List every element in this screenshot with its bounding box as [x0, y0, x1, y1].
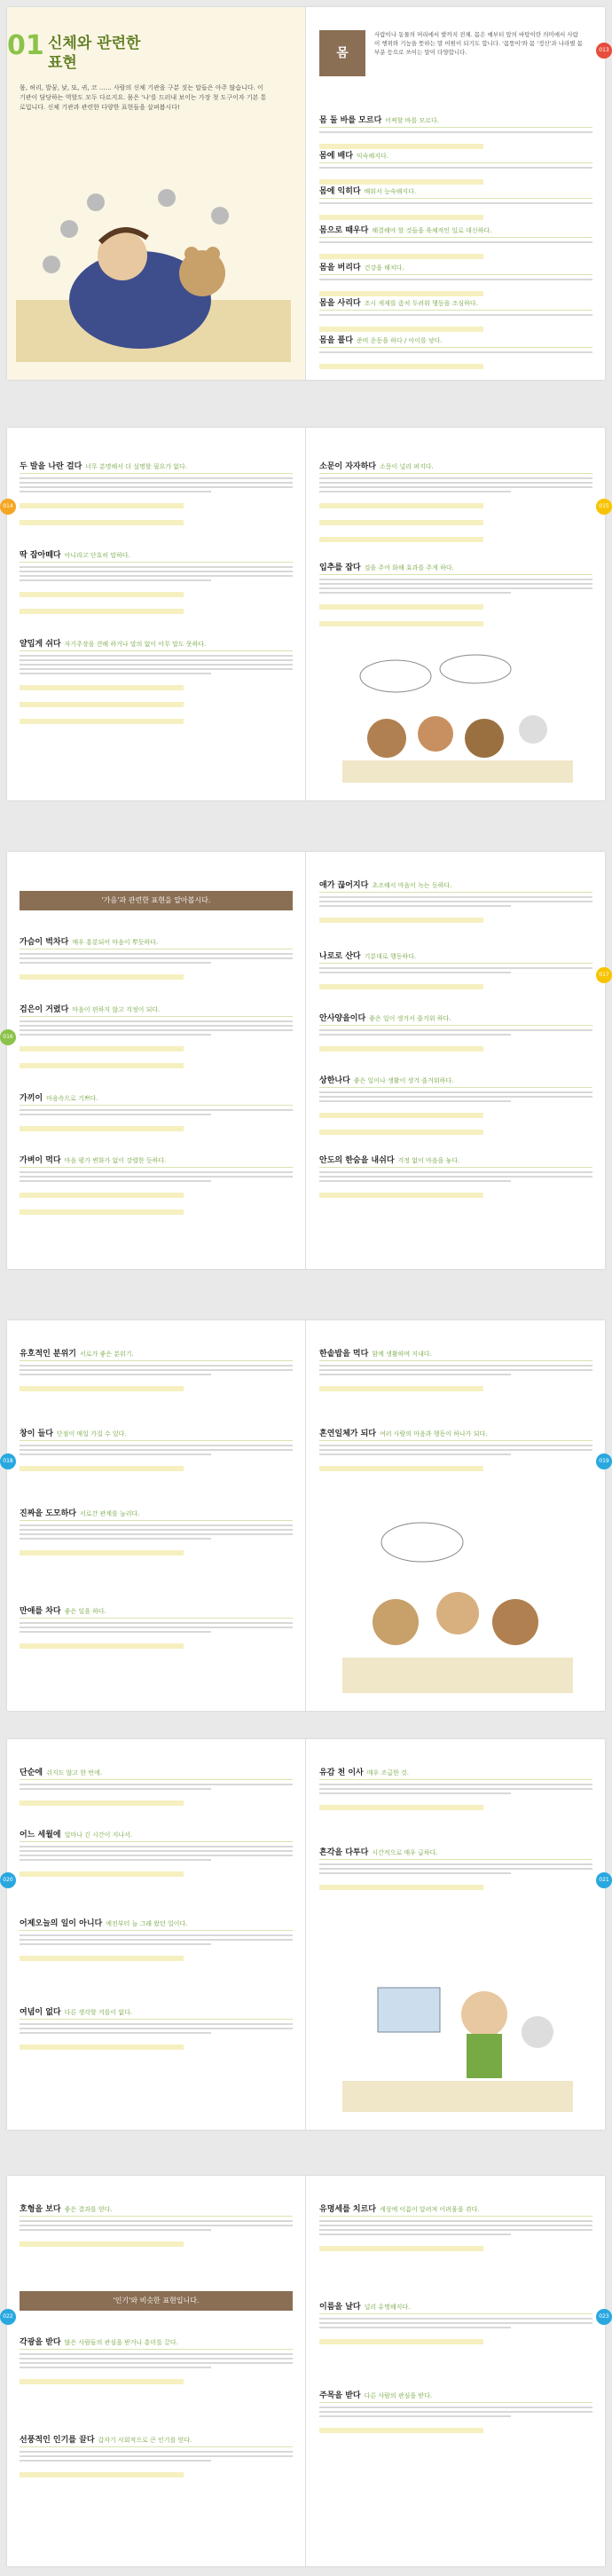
page-number-tab: 020 [0, 1872, 16, 1888]
page-number-tab: 023 [596, 2309, 612, 2325]
entry-2 [20, 1003, 293, 1072]
entry-title: 가끼이 [20, 1094, 43, 1103]
entry-2 [20, 548, 293, 618]
entry-meaning: 건강을 해치다. [364, 264, 404, 272]
entry-2 [319, 1846, 592, 1894]
spread-3 [3, 852, 609, 1269]
entry-title: 만애를 차다 [20, 1607, 61, 1616]
entry-3 [20, 1917, 293, 1965]
entry-meaning: 매우 조급한 것. [366, 1769, 409, 1776]
entry-meaning: 걱정 없이 마음을 놓다. [397, 1157, 460, 1164]
entry-3 [20, 2433, 293, 2481]
entry-meaning: 다른 생각할 겨를이 없다. [64, 2009, 133, 2016]
section-banner: '가음'과 관련한 표현을 알아봅시다. [20, 891, 293, 910]
spread-1 [7, 7, 609, 380]
page-number-tab: 013 [596, 43, 612, 59]
entry-title: 얄밉게 쉬다 [20, 640, 61, 649]
entry-title: 진짜을 도모하다 [20, 1509, 76, 1518]
entry-title: 몸으로 때우다 [319, 226, 369, 235]
entries-page-013 [307, 7, 609, 380]
chapter-intro-page [7, 7, 306, 380]
page-018 [3, 1320, 306, 1711]
topic-description: 사람이나 동물의 머리에서 발까지 전체. 몸은 예부터 앞의 바탕이란 의미에서 사람이 행위와 기능을 뜻하는 말 어원이 되기도 합니다. '몸뚱이'와 몸 '정신'과 나라별 몸 부분 등으로 쓰이는 말이 다양합니다. [374, 31, 583, 56]
entry-title: 상한나다 [319, 1076, 350, 1085]
entry-title: 유호적인 분위기 [20, 1350, 76, 1359]
entry-meaning: 서로간 관계를 늘리다. [80, 1510, 140, 1517]
entry-1 [319, 878, 592, 926]
entry-meaning: 마음이 편하지 않고 걱정이 되다. [72, 1006, 161, 1013]
page-number-tab: 014 [0, 499, 16, 515]
entry-meaning: 많은 사람들의 관심을 받거나 흥미를 끌다. [64, 2339, 178, 2346]
entry-1 [319, 114, 592, 153]
entry-meaning: 아니라고 단호히 말하다. [64, 552, 130, 559]
entry-title: 애가 끊어지다 [319, 881, 369, 890]
entry-1 [20, 460, 293, 529]
entry-3 [20, 1507, 293, 1559]
entry-title: 몸을 버리다 [319, 264, 361, 272]
page-015 [307, 428, 609, 800]
page-number-tab: 021 [596, 1872, 612, 1888]
entry-2 [319, 949, 592, 993]
entry-meaning: 매우 흥분되어 마음이 뿌듯하다. [72, 939, 159, 946]
entry-title: 이름을 날다 [319, 2303, 361, 2312]
entry-meaning: 예전부터 늘 그래 왔던 일이다. [106, 1920, 188, 1927]
topic-label: 몸 [319, 30, 365, 76]
entry-meaning: 검을 주어 화해 효과를 주게 하다. [364, 564, 454, 571]
entry-meaning: 자기주장을 견해 하거나 말의 없이 아무 말도 못하다. [64, 641, 207, 648]
entry-1 [319, 1766, 592, 1814]
entry-2 [20, 1828, 293, 1880]
entry-meaning: 시간적으로 매우 급하다. [372, 1849, 438, 1856]
entry-1 [20, 2202, 293, 2250]
page-017 [307, 852, 609, 1269]
entry-1 [20, 1347, 293, 1395]
entry-meaning: 쉬지도 않고 한 번에. [46, 1769, 103, 1776]
entry-meaning: 좋은 결과를 얻다. [64, 2206, 113, 2213]
entry-7 [319, 334, 592, 373]
chapter-number: 01 [7, 30, 44, 61]
entry-title: 가벼이 먹다 [20, 1156, 61, 1165]
spread-4 [3, 1320, 609, 1711]
entry-meaning: 좋은 일이나 생활이 생겨 즐거워하다. [353, 1077, 454, 1084]
entry-3 [20, 1091, 293, 1135]
entry-3 [319, 1012, 592, 1055]
entry-1 [20, 1766, 293, 1809]
illustration-computer [342, 1934, 573, 2112]
entry-meaning: 마음 평가 변화가 없이 강렬한 듯하다. [64, 1157, 167, 1164]
entry-title: 안사양을이다 [319, 1014, 366, 1023]
entry-1 [319, 2202, 592, 2255]
entry-meaning: 다른 사람의 관심을 받다. [364, 2392, 433, 2399]
entry-meaning: 소문이 널리 퍼지다. [380, 463, 434, 470]
entry-3 [319, 185, 592, 224]
entry-meaning: 널리 유명해지다. [364, 2304, 411, 2311]
entry-2 [319, 561, 592, 630]
entry-title: 몸에 배다 [319, 152, 353, 161]
page-number-tab: 017 [596, 967, 612, 983]
entry-meaning: 함께 생활하며 지내다. [372, 1351, 432, 1358]
entry-title: 단순에 [20, 1769, 43, 1777]
entry-meaning: 얼마나 긴 시간이 지나서. [64, 1832, 133, 1839]
entry-2 [20, 1427, 293, 1475]
entry-4 [20, 1154, 293, 1218]
page-020 [3, 1739, 306, 2130]
entry-meaning: 어찌할 바를 모르다. [385, 117, 440, 124]
page-019 [307, 1320, 609, 1711]
entry-meaning: 기분대로 행동하다. [364, 953, 417, 960]
page-021 [307, 1739, 609, 2130]
entry-3 [20, 637, 293, 728]
entry-1 [319, 1347, 592, 1395]
entry-meaning: 너무 분명해서 더 설명할 필요가 없다. [85, 463, 188, 470]
entry-4 [319, 224, 592, 263]
entry-title: 각광을 받다 [20, 2338, 61, 2347]
entry-title: 두 발을 나란 걸다 [20, 462, 82, 471]
entry-1 [20, 935, 293, 983]
entry-meaning: 여러 사람의 마음과 행동이 하나가 되다. [380, 1430, 488, 1438]
entry-meaning: 초조해서 마음이 녹는 듯하다. [372, 882, 452, 889]
page-number-tab: 015 [596, 499, 612, 515]
page-016 [3, 852, 306, 1269]
entry-title: 어제오늘의 일이 아니다 [20, 1919, 103, 1928]
topic-box [319, 30, 585, 94]
entry-6 [319, 296, 592, 335]
entry-3 [319, 2389, 592, 2437]
chapter-intro-text: 몸, 허리, 발꿈, 낯, 또, 귀, 코 …… 사람의 신체 기관을 구분 짓는 말들은 아주 많습니다. 이 기관이 담당하는 역할도 모두 다르지요. 몸은 '나'를 드러내 보이는 가장 첫 도구이자 기본 통로입니다. 신체 기관과 관련한 다양한 표현들을 살펴봅시다! [20, 84, 267, 111]
entry-title: 몸을 사리다 [319, 299, 361, 308]
entry-meaning: 준비 운동을 하다 / 아이를 낳다. [356, 337, 443, 344]
entry-title: 유명세를 치르다 [319, 2205, 376, 2214]
entry-4 [319, 1074, 592, 1138]
page-number-tab: 019 [596, 1453, 612, 1469]
spread-2 [3, 428, 609, 800]
entry-title: 선풍적인 인기를 끌다 [20, 2436, 95, 2445]
entry-meaning: 갑자기 사회적으로 큰 인기를 얻다. [98, 2437, 192, 2444]
entry-2 [319, 2300, 592, 2348]
chapter-illustration [16, 149, 291, 362]
entry-meaning: 단점이 매일 가질 수 있다. [56, 1430, 127, 1438]
entry-title: 입추를 잡다 [319, 563, 361, 572]
entry-meaning: 마음속으로 기쁘다. [46, 1095, 98, 1102]
entry-1 [319, 460, 592, 546]
illustration-friends [342, 1516, 573, 1693]
entry-title: 몸을 풀다 [319, 336, 353, 345]
section-banner: '인기'와 비슷한 표현입니다. [20, 2291, 293, 2311]
entry-title: 여념이 없다 [20, 2008, 61, 2017]
entry-title: 소문이 자자하다 [319, 462, 376, 471]
entry-meaning: 해결해야 할 것들을 육체적인 일로 대신하다. [372, 227, 492, 234]
spread-6 [3, 2176, 609, 2566]
entry-title: 유감 천 이사 [319, 1769, 364, 1777]
entry-title: 딱 잡아떼다 [20, 551, 61, 560]
entry-meaning: 좋은 일을 하다. [64, 1608, 106, 1615]
chapter-title-line1: 신체와 관련한 [48, 35, 141, 52]
entry-5 [319, 1154, 592, 1201]
entry-2 [319, 149, 592, 188]
illustration-animals [342, 650, 573, 783]
entry-2 [319, 1427, 592, 1475]
page-014 [3, 428, 306, 800]
page-number-tab: 022 [0, 2309, 16, 2325]
entry-meaning: 조시 게재를 좀처 두려워 행동을 조심하다. [364, 300, 478, 307]
entry-5 [319, 261, 592, 300]
page-022 [3, 2176, 306, 2566]
entry-title: 호형을 보다 [20, 2205, 61, 2214]
entry-4 [20, 2005, 293, 2053]
chapter-title-line2: 표현 [48, 54, 77, 72]
entry-title: 가슴이 벅차다 [20, 938, 69, 947]
entry-4 [20, 1604, 293, 1652]
entry-title: 흔각을 다투다 [319, 1848, 369, 1857]
page-023 [307, 2176, 609, 2566]
entry-meaning: 익숙해지다. [356, 153, 388, 160]
entry-title: 안도의 한숨을 내쉬다 [319, 1156, 395, 1165]
entry-title: 혼연일체가 되다 [319, 1430, 376, 1438]
page-number-tab: 018 [0, 1453, 16, 1469]
entry-meaning: 서로가 좋은 분위기. [80, 1351, 134, 1358]
entry-title: 한솥밥을 먹다 [319, 1350, 369, 1359]
entry-title: 몸 둘 바를 모르다 [319, 116, 382, 125]
page-number-tab: 016 [0, 1029, 16, 1045]
entry-title: 주목을 받다 [319, 2391, 361, 2400]
spread-5 [3, 1739, 609, 2130]
entry-meaning: 좋은 일이 생겨서 즐거워 하다. [369, 1015, 451, 1022]
entry-title: 검은이 거렸다 [20, 1005, 69, 1014]
entry-title: 몸에 익히다 [319, 187, 361, 196]
entry-meaning: 세상에 이름이 알려져 어려움을 겪다. [380, 2206, 480, 2213]
entry-title: 어느 세월에 [20, 1831, 61, 1839]
entry-2 [20, 2336, 293, 2388]
entry-title: 창이 들다 [20, 1430, 53, 1438]
entry-meaning: 배워서 능숙해지다. [364, 188, 417, 195]
entry-title: 나로로 산다 [319, 952, 361, 961]
